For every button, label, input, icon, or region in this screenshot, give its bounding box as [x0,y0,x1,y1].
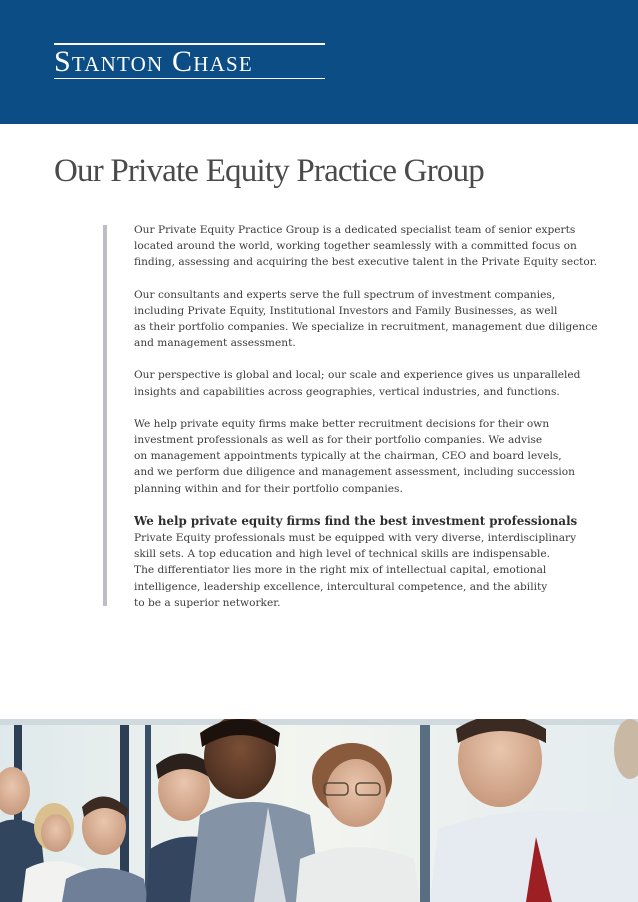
paragraph-highlight [134,513,614,611]
paragraph-services [134,287,614,352]
paragraph-perspective [134,367,614,399]
text-line: Private Equity professionals must be equipped with very diverse, interdisciplinary [134,532,577,545]
text-line: Our consultants and experts serve the full spectrum of investment companies, [134,288,556,301]
text-line: planning within and for their portfolio companies. [134,482,403,495]
team-photo-illustration [0,719,638,902]
text-line: located around the world, working together seamlessly with a committed focus on [134,240,577,253]
text-line: Our Private Equity Practice Group is a dedicated specialist team of senior experts [134,224,576,236]
text-line: to be a superior networker. [134,596,281,609]
text-line: We help private equity firms make better recruitment decisions for their own [134,417,550,430]
logo-wordmark: Stanton Chase [54,44,253,78]
highlight-heading: We help private equity firms find the best investment professionals [134,513,578,528]
text-line: intelligence, leadership excellence, intercultural competence, and the ability [134,580,548,593]
text-line: The differentiator lies more in the right mix of intellectual capital, emotional [134,564,547,577]
page-title: Our Private Equity Practice Group [54,153,484,189]
body-content [134,222,614,627]
paragraph-recruitment [134,416,614,497]
text-line: Our perspective is global and local; our scale and experience gives us unparalleled [134,369,581,382]
text-line: on management appointments typically at the chairman, CEO and board levels, [134,450,562,463]
text-line: investment professionals as well as for their portfolio companies. We advise [134,434,543,447]
logo-bottom-rule [54,78,325,80]
text-line: as their portfolio companies. We specialize in recruitment, management due diligence [134,321,598,334]
brand-logo [54,43,325,79]
text-line: insights and capabilities across geographies, vertical industries, and functions. [134,385,560,398]
text-line: including Private Equity, Institutional Investors and Family Businesses, as well [134,304,558,317]
brand-header [0,0,638,124]
paragraph-intro [134,222,614,271]
text-line: finding, assessing and acquiring the best executive talent in the Private Equity sector. [134,256,598,269]
team-photo [0,719,638,902]
text-line: skill sets. A top education and high level of technical skills are indispensable. [134,548,551,561]
text-line: and management assessment. [134,337,296,350]
content-accent-bar [103,225,107,606]
text-line: and we perform due diligence and management assessment, including succession [134,466,575,479]
